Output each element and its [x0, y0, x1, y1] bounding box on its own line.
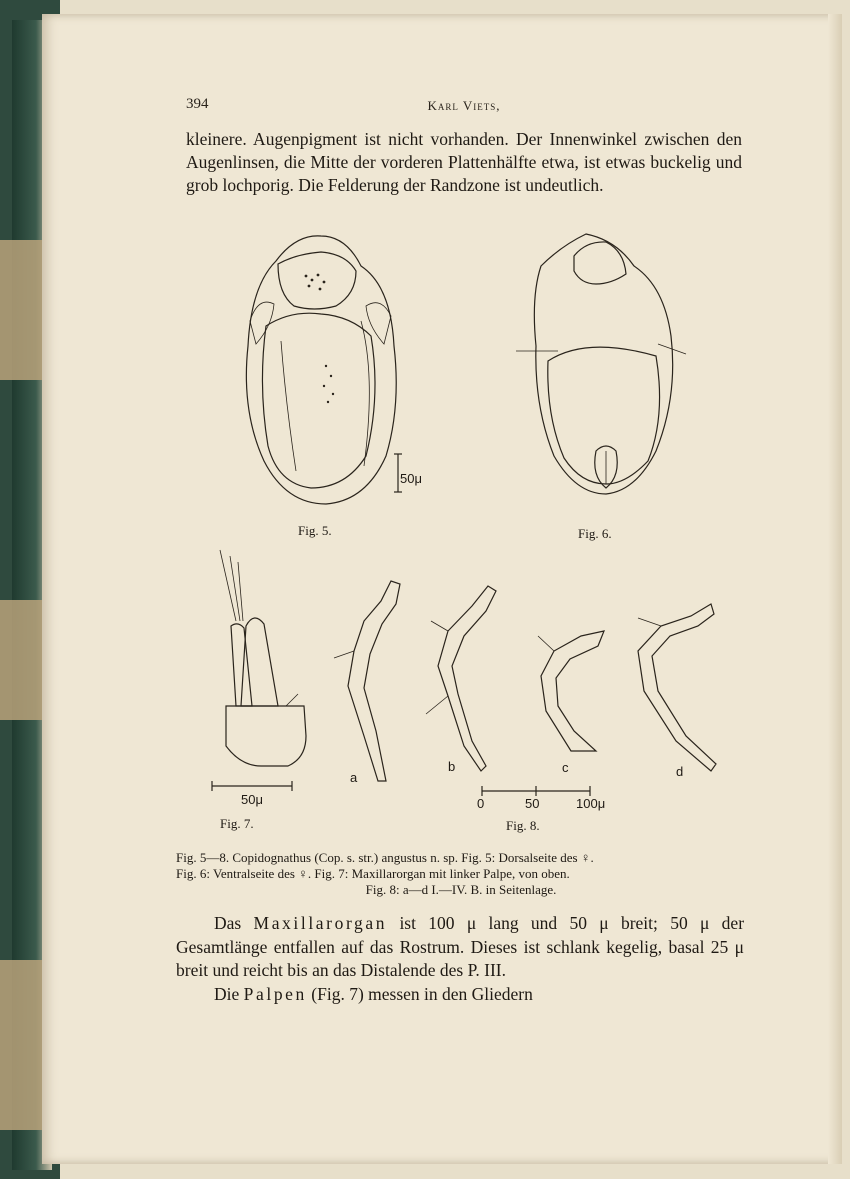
p2-prefix: Die	[214, 983, 240, 1004]
fig7-label: Fig. 7.	[220, 816, 254, 831]
body-text	[176, 912, 744, 1006]
p2-rest: (Fig. 7) messen in den Gliedern	[311, 983, 533, 1004]
fig8-scale-tick-0: 0	[477, 796, 485, 811]
fig8-scale-tick-50: 50	[525, 796, 540, 811]
caption-line-2: Fig. 6: Ventralseite des ♀. Fig. 7: Maxillarorgan mit linker Palpe, von oben.	[176, 866, 570, 881]
leg-label-b: b	[448, 759, 456, 774]
intro-text: kleinere. Augenpigment ist nicht vorhanden. Der Innenwinkel zwischen den Augenlinsen, die Mitte der vorderen Plattenhälfte etwa, ist etwas buckelig und grob lochporig. Die Felderung der Randzone ist undeutlich.	[186, 129, 742, 195]
fig8-scale-tick-100: 100μ	[576, 796, 606, 811]
fig8-legs-drawing	[334, 581, 716, 833]
fig7-scale-label: 50μ	[241, 792, 263, 807]
body-paragraph-1	[176, 912, 744, 983]
fig5-scale-label: 50μ	[400, 471, 422, 486]
p1-spaced-term: Maxillarorgan	[253, 913, 388, 933]
leg-label-c: c	[562, 760, 569, 775]
fig8-label: Fig. 8.	[506, 818, 540, 833]
caption-line-1: Fig. 5—8. Copidognathus (Cop. s. str.) angustus n. sp. Fig. 5: Dorsalseite des ♀.	[176, 850, 594, 865]
page-number: 394	[186, 96, 209, 112]
p1-rest: ist 100 μ lang und 50 μ breit; 50 μ der Gesamtlänge entfallen auf das Rostrum. Dieses ist schlank kegelig, basal 25 μ breit und reicht bis an das Distalende des P. III.	[176, 913, 745, 980]
p1-prefix: Das	[214, 913, 242, 933]
fig6-label: Fig. 6.	[578, 526, 612, 541]
caption-line-3: Fig. 8: a—d I.—IV. B. in Seitenlage.	[365, 882, 557, 897]
fig6-ventral-drawing	[516, 234, 686, 541]
fig7-maxillary-drawing	[212, 550, 306, 831]
intro-paragraph	[186, 128, 742, 197]
leg-label-d: d	[676, 764, 684, 779]
fig5-dorsal-drawing	[246, 236, 422, 538]
figure-caption	[176, 850, 746, 898]
leg-label-a: a	[350, 770, 358, 785]
figure-plate	[186, 226, 746, 836]
running-title: Karl Viets,	[427, 98, 501, 113]
body-paragraph-2	[176, 983, 744, 1007]
figure-drawings	[186, 226, 746, 836]
p2-spaced-term: Palpen	[243, 983, 307, 1004]
fig5-label: Fig. 5.	[298, 523, 332, 538]
